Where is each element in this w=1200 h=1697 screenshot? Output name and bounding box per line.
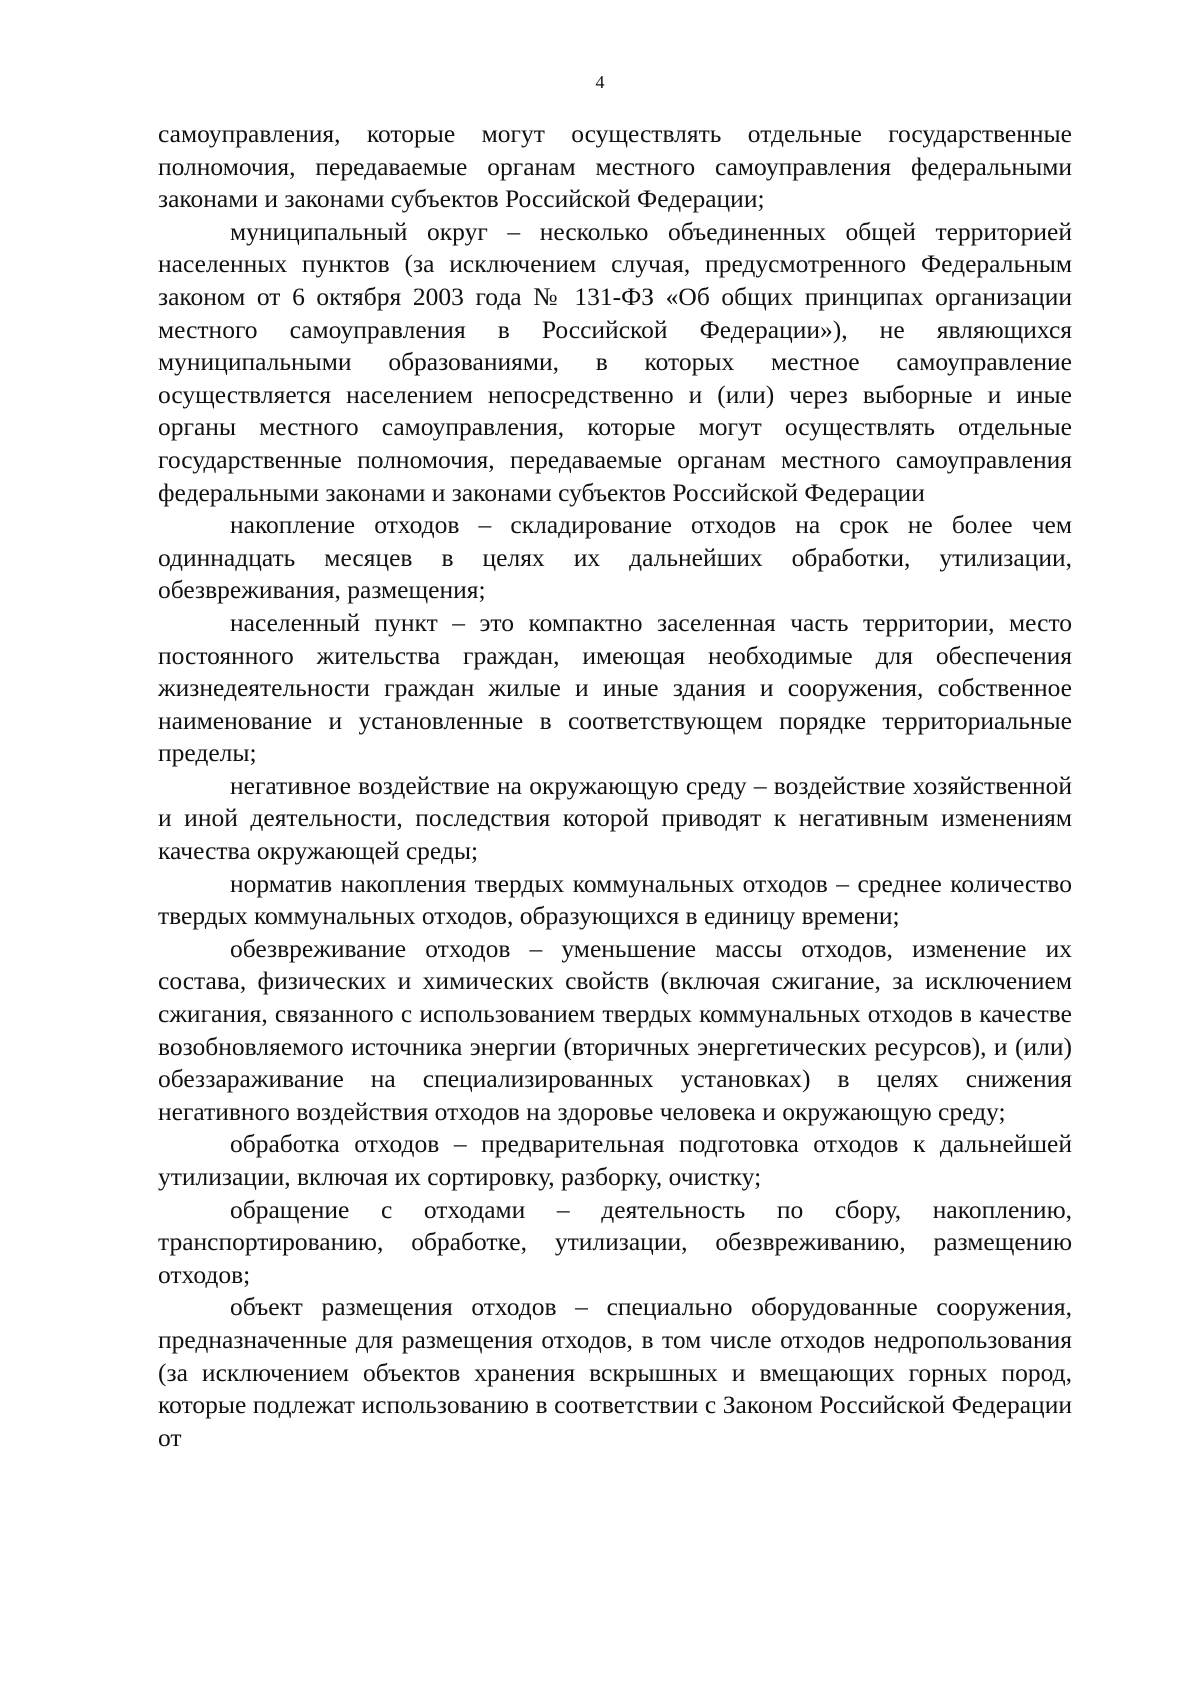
paragraph-definition-municipal-district: муниципальный округ – несколько объединенных общей территорией населенных пунктов (за исключением случая, предусмотренного Федеральным законом от 6 октября 2003 года № 131-ФЗ «Об общих принципах организации местного самоуправления в Российской Федерации»), не являющихся муниципальными образованиями, в которых местное самоуправление осуществляется населением непосредственно и (или) через выборные и иные органы местного самоуправления, которые могут осуществлять отдельные государственные полномочия, передаваемые органам местного самоуправления федеральными законами и законами субъектов Российской Федерации (158, 216, 1072, 507)
paragraph-definition-waste-disposal-facility: объект размещения отходов – специально оборудованные сооружения, предназначенные для размещения отходов, в том числе отходов недропользования (за исключением объектов хранения вскрышных и вмещающих горных пород, которые подлежат использованию в соответствии с Законом Российской Федерации от (158, 1292, 1072, 1452)
page-number: 4 (595, 72, 605, 92)
paragraph-definition-waste-accumulation: накопление отходов – складирование отходов на срок не более чем одиннадцать месяцев в целях их дальнейших обработки, утилизации, обезвреживания, размещения; (158, 510, 1072, 605)
paragraph-continuation: самоуправления, которые могут осуществлять отдельные государственные полномочия, передаваемые органам местного самоуправления федеральными законами и законами субъектов Российской Федерации; (158, 119, 1072, 214)
document-body (158, 118, 1072, 1454)
paragraph-definition-settlement: населенный пункт – это компактно заселенная часть территории, место постоянного жительства граждан, имеющая необходимые для обеспечения жизнедеятельности граждан жилые и иные здания и сооружения, собственное наименование и установленные в соответствующем порядке территориальные пределы; (158, 607, 1072, 768)
paragraph-definition-waste-processing: обработка отходов – предварительная подготовка отходов к дальнейшей утилизации, включая их сортировку, разборку, очистку; (158, 1129, 1072, 1191)
paragraph-definition-accumulation-norm: норматив накопления твердых коммунальных отходов – среднее количество твердых коммунальных отходов, образующихся в единицу времени; (158, 868, 1072, 931)
paragraph-definition-waste-neutralization: обезвреживание отходов – уменьшение массы отходов, изменение их состава, физических и химических свойств (включая сжигание, за исключением сжигания, связанного с использованием твердых коммунальных отходов в качестве возобновляемого источника энергии (вторичных энергетических ресурсов), и (или) обеззараживание на специализированных установках) в целях снижения негативного воздействия отходов на здоровье человека и окружающую среду; (158, 933, 1072, 1126)
paragraph-definition-waste-management: обращение с отходами – деятельность по сбору, накоплению, транспортированию, обработке, утилизации, обезвреживанию, размещению отходов; (158, 1194, 1072, 1289)
paragraph-definition-negative-impact: негативное воздействие на окружающую среду – воздействие хозяйственной и иной деятельности, последствия которой приводят к негативным изменениям качества окружающей среды; (158, 770, 1072, 866)
